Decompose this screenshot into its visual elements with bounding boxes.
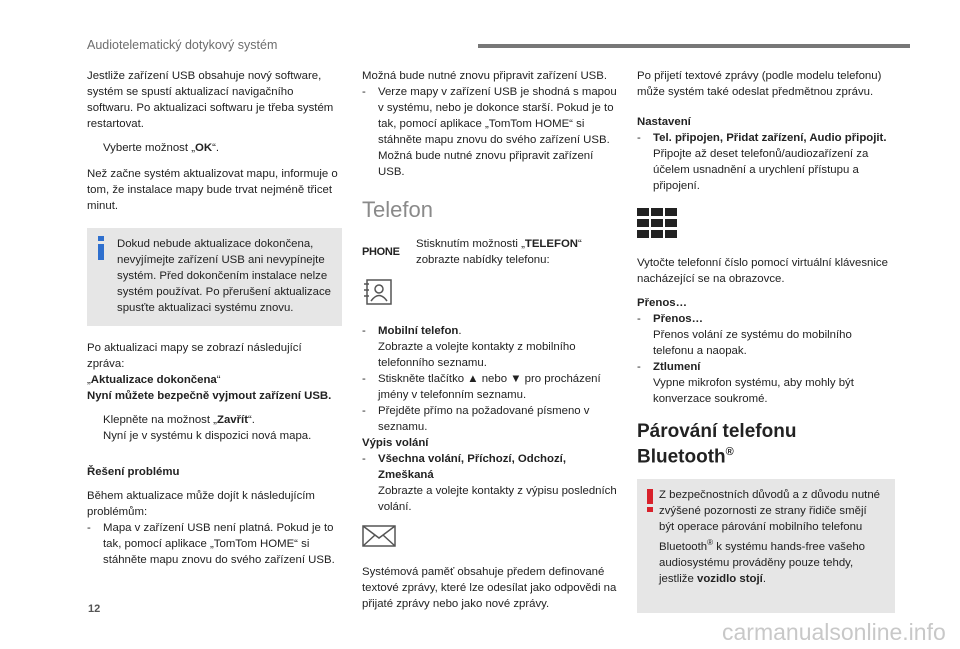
column-2 [362,68,622,620]
arrow-up-icon: ▲ [467,373,479,385]
list-item: - Verze mapy v zařízení USB je shodná s mapou v systému, nebo je dokonce starší. Pokud je to tak, pomocí aplikace „TomTom HOME“ si stáhněte mapu znovu do svého zařízení USB. Možná bude nutné znovu připravit zařízení USB. [362,86,617,178]
arrow-down-icon: ▼ [510,373,522,385]
keypad-icon [637,208,895,243]
close-option: Zavřít [216,414,249,426]
arrow-icon [87,412,103,444]
paragraph: Během aktualizace může dojít k následujícím problémům: [87,490,315,518]
column-1 [87,68,342,568]
phone-button-icon: PHONE [362,246,400,258]
list-item: - Stiskněte tlačítko ▲ nebo ▼ pro procházení jmény v telefonním seznamu. [362,373,601,401]
list-item: - Přenos… Přenos volání ze systému do mobilního telefonu a naopak. [637,313,852,357]
list-item: - Tel. připojen, Přidat zařízení, Audio připojit. Připojte až deset telefonů/audiozařízení za účelem usnadnění a urychlení přístupu a připojení. [637,132,887,192]
paragraph: Vytočte telefonní číslo pomocí virtuální klávesnice nacházející se na obrazovce. [637,257,888,285]
page-number: 12 [88,603,101,615]
list-item: - Ztlumení Vypne mikrofon systému, aby mohly být konverzace soukromé. [637,361,854,405]
section-heading: Řešení problému [87,466,180,478]
header-bar [478,44,910,48]
paragraph: Jestliže zařízení USB obsahuje nový software, systém se spustí aktualizací navigačního softwaru. Po aktualizaci softwaru je třeba systém restartovat. [87,70,334,130]
step-ok: Vyberte možnost „OK“. [87,140,342,156]
pairing-title: Párování telefonu Bluetooth® [637,421,797,468]
list-item: - Přejděte přímo na požadované písmeno v seznamu. [362,405,590,433]
warning-icon [647,489,653,513]
info-box: Dokud nebude aktualizace dokončena, nevyjímejte zařízení USB ani nevypínejte systém. Před dokončením instalace nelze systém používat. Po přerušení aktualizace spusťte aktualizaci systému znovu. [87,228,342,326]
phone-row: PHONE Stisknutím možnosti „TELEFON“ zobrazte nabídky telefonu: [362,238,582,266]
contacts-icon [362,278,622,311]
calls-heading: Výpis volání [362,437,429,449]
paragraph: Systémová paměť obsahuje předem definované textové zprávy, které lze odesílat jako odpovědi na přijaté zprávy nebo jako nové zprávy. [362,566,617,610]
list-item: - Mapa v zařízení USB není platná. Pokud je to tak, pomocí aplikace „TomTom HOME“ si stáhněte mapu znovu do svého zařízení USB. [87,522,335,566]
info-icon [98,236,104,260]
list-item: - Mobilní telefon. Zobrazte a volejte kontakty z mobilního telefonního seznamu. [362,325,576,369]
column-3 [637,68,895,627]
message-text: „Aktualizace dokončena“ Nyní můžete bezpečně vyjmout zařízení USB. [87,374,332,402]
header-title: Audiotelematický dotykový systém [87,38,278,52]
envelope-icon [362,525,622,552]
paragraph: Po přijetí textové zprávy (podle modelu telefonu) může systém také odeslat předmětnou zprávu. [637,70,882,98]
watermark: carmanualsonline.info [722,619,946,645]
paragraph: Po aktualizaci mapy se zobrazí následující zpráva: [87,342,302,370]
section-title: Telefon [362,197,433,222]
step-close: Klepněte na možnost „Zavřít“. Nyní je v systému k dispozici nová mapa. [87,412,342,444]
settings-heading: Nastavení [637,116,691,128]
ok-option: OK [195,142,213,154]
paragraph: Možná bude nutné znovu připravit zařízení USB. [362,70,608,82]
arrow-icon [87,140,103,156]
list-item: - Všechna volání, Příchozí, Odchozí, Zmeškaná Zobrazte a volejte kontakty z výpisu posledních volání. [362,453,617,513]
warning-box: Z bezpečnostních důvodů a z důvodu nutné zvýšené pozornosti ze strany řidiče smějí být operace párování mobilního telefonu Bluetooth® k systému hands-free vašeho audiosystému prováděny pouze tehdy, jestliže vozidlo stojí. [637,479,895,613]
transfer-heading: Přenos… [637,297,688,309]
paragraph: Než začne systém aktualizovat mapu, informuje o tom, že instalace mapy bude trvat nejméně třicet minut. [87,168,338,212]
